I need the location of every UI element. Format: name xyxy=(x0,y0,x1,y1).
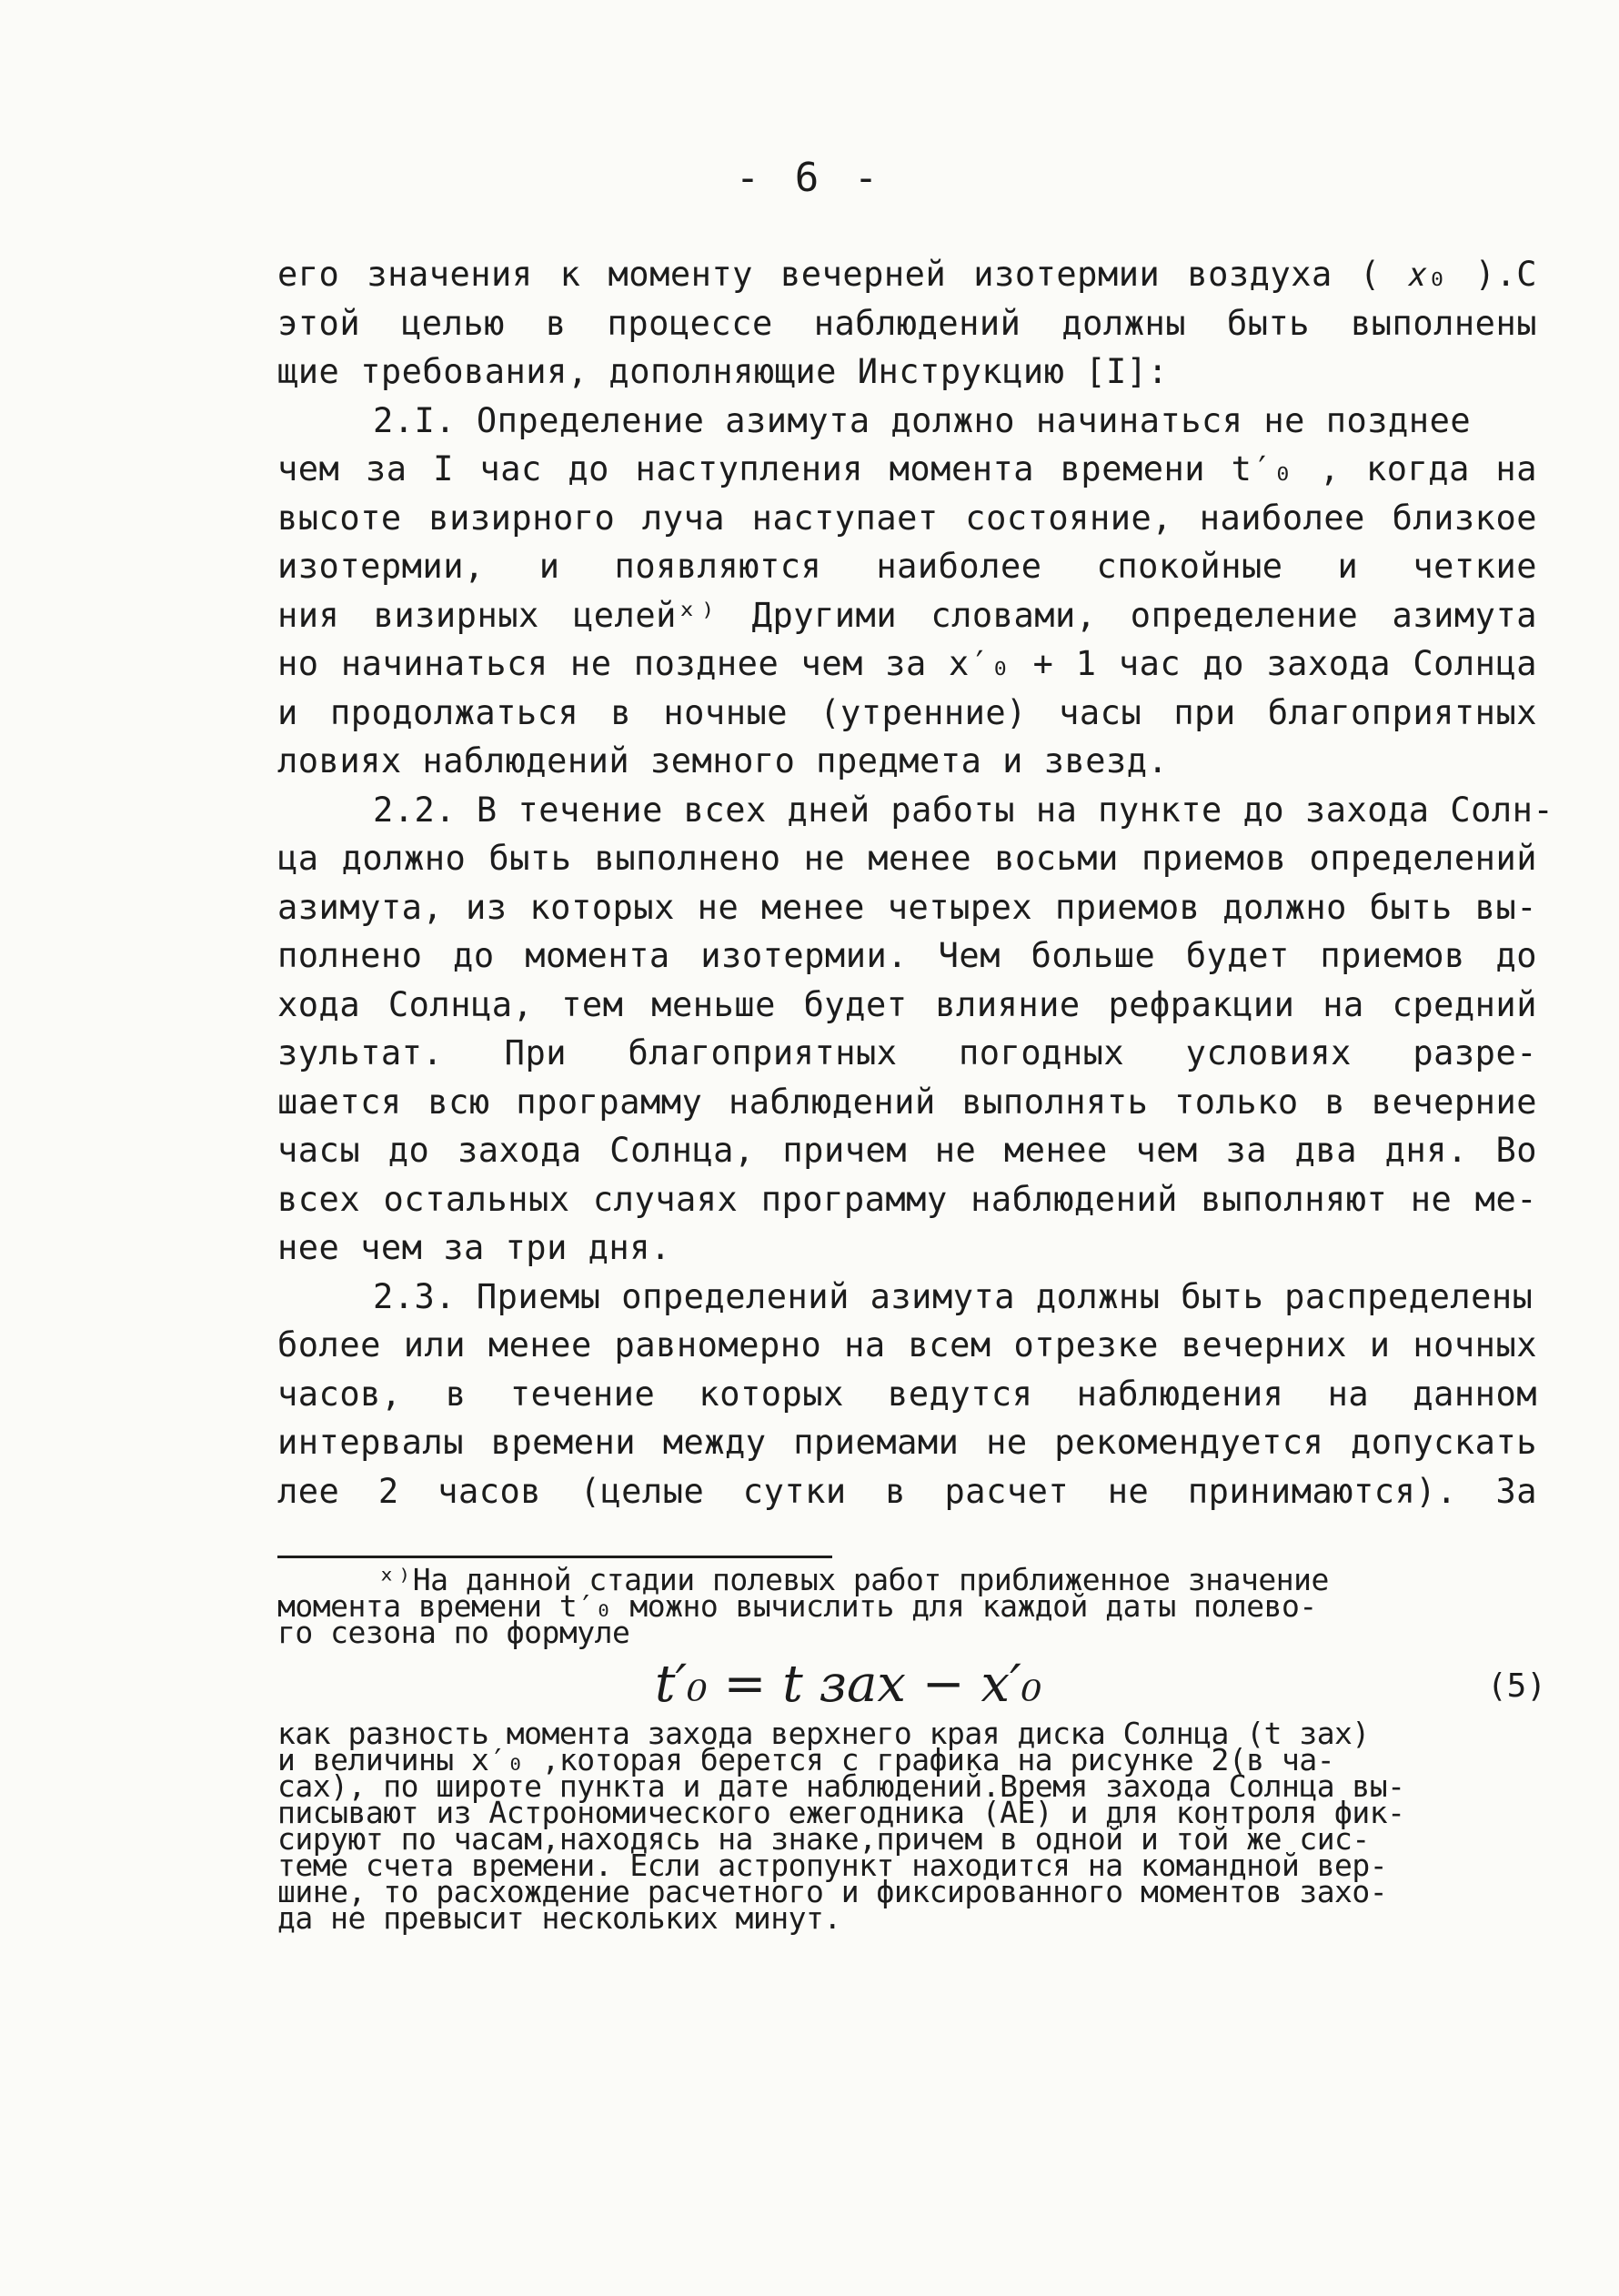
text-line: часы до захода Солнца, причем не менее чем за два дня. Во xyxy=(277,1131,1537,1170)
footnote-line: да не превысит нескольких минут. xyxy=(277,1900,841,1936)
text-line: этой целью в процессе наблюдений должны быть выполнены xyxy=(277,303,1537,343)
footnote-line: ˣ⁾На данной стадии полевых работ приближенное значение xyxy=(377,1562,1329,1597)
paragraph-2-3-start: 2.3. Приемы определений азимута должны быть распределены xyxy=(373,1276,1534,1316)
footnote-line: и величины x′₀ ,которая берется с графика на рисунке 2(в ча- xyxy=(277,1742,1335,1777)
footnote-line: го сезона по формуле xyxy=(277,1615,630,1650)
text-line: хода Солнца, тем меньше будет влияние рефракции на средний xyxy=(277,984,1537,1024)
formula-number: (5) xyxy=(1486,1667,1546,1705)
text-line: ца должно быть выполнено не менее восьми приемов определений xyxy=(277,839,1537,878)
footnote-line: сируют по часам,находясь на знаке,причем в одной и той же сис- xyxy=(277,1821,1370,1857)
text-line: зультат. При благоприятных погодных условиях разре- xyxy=(277,1033,1537,1072)
text-line: всех остальных случаях программу наблюдений выполняют не ме- xyxy=(277,1179,1537,1219)
footnote-line: сах), по широте пункта и дате наблюдений.Время захода Солнца вы- xyxy=(277,1768,1405,1804)
formula-row xyxy=(277,1655,1546,1715)
footnote xyxy=(277,1562,1546,1936)
footnote-line: как разность момента захода верхнего края диска Солнца (t зах) xyxy=(277,1716,1370,1751)
text-line: и продолжаться в ночные (утренние) часы при благоприятных xyxy=(277,692,1537,732)
footnote-line: шине, то расхождение расчетного и фиксированного моментов захо- xyxy=(277,1874,1388,1909)
text-line: более или менее равномерно на всем отрезке вечерних и ночных xyxy=(277,1325,1537,1365)
text-line: нее чем за три дня. xyxy=(277,1228,671,1267)
text-line: азимута, из которых не менее четырех приемов должно быть вы- xyxy=(277,887,1537,927)
paragraph-2-2-start: 2.2. В течение всех дней работы на пункте до захода Солн- xyxy=(373,790,1554,830)
text-line: но начинаться не позднее чем за x′₀ + 1 час до захода Солнца xyxy=(277,644,1537,683)
footnote-line: теме счета времени. Если астропункт находится на командной вер- xyxy=(277,1848,1388,1883)
text-line: его значения к моменту вечерней изотермии воздуха ( 𝑥₀ ).С xyxy=(277,255,1537,294)
footnote-line: момента времени t′₀ можно вычислить для каждой даты полево- xyxy=(277,1588,1317,1624)
text-line: шается всю программу наблюдений выполнять только в вечерние xyxy=(277,1082,1537,1122)
text-line: изотермии, и появляются наиболее спокойные и четкие xyxy=(277,547,1537,586)
text-line: часов, в течение которых ведутся наблюдения на данном xyxy=(277,1374,1537,1414)
formula-5: t′₀ = t зах − x′₀ xyxy=(655,1655,1042,1714)
page-number: - 6 - xyxy=(735,155,884,201)
footnote-divider xyxy=(277,1556,832,1558)
text-line: лее 2 часов (целые сутки в расчет не принимаются). За xyxy=(277,1471,1537,1511)
text-line: чем за I час до наступления момента времени t′₀ , когда на xyxy=(277,449,1537,488)
text-line: щие требования, дополняющие Инструкцию [I]: xyxy=(277,352,1169,391)
text-line: интервалы времени между приемами не рекомендуется допускать xyxy=(277,1423,1537,1462)
footnote-line: писывают из Астрономического ежегодника (АЕ) и для контроля фик- xyxy=(277,1795,1405,1830)
text-line: высоте визирного луча наступает состояние, наиболее близкое xyxy=(277,498,1537,538)
text-line: ния визирных целейˣ⁾ Другими словами, определение азимута xyxy=(277,595,1537,635)
paragraph-2-1-start: 2.I. Определение азимута должно начинаться не позднее xyxy=(373,400,1472,440)
text-line: ловиях наблюдений земного предмета и звезд. xyxy=(277,741,1169,780)
text-line: полнено до момента изотермии. Чем больше будет приемов до xyxy=(277,936,1537,975)
main-text xyxy=(277,250,1554,1516)
